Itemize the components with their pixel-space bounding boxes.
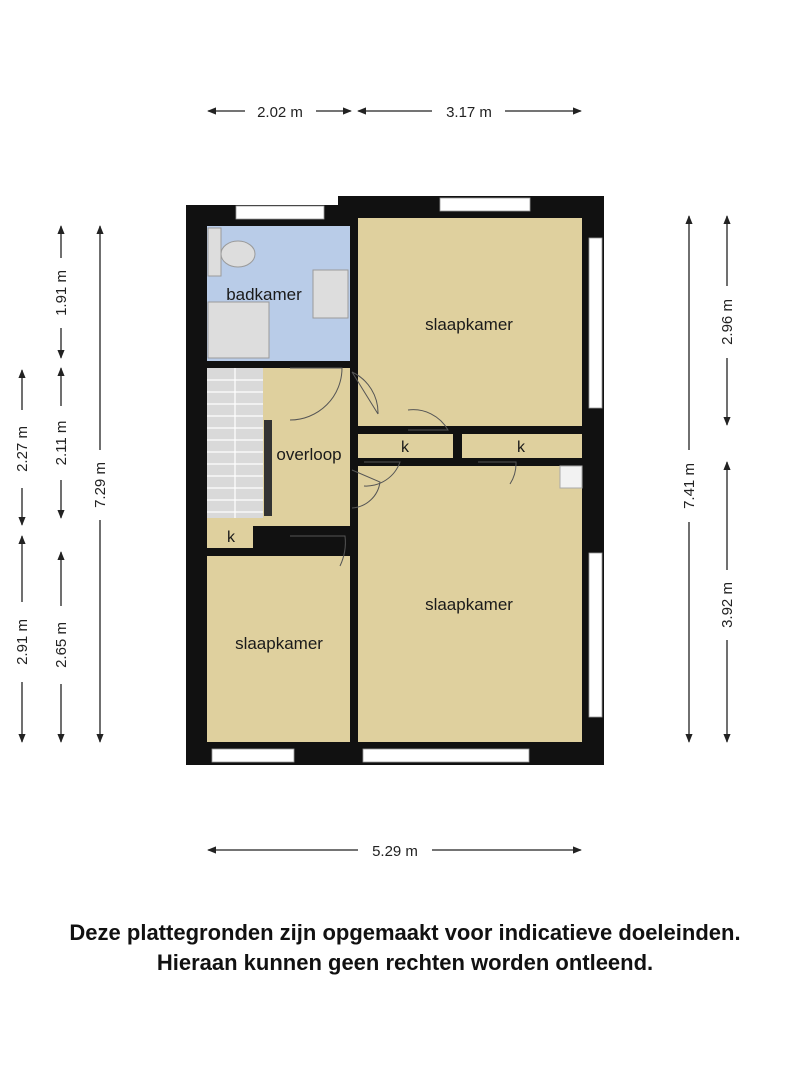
room-label-bedroom-bottom-left: slaapkamer bbox=[235, 634, 323, 653]
room-label-bathroom: badkamer bbox=[226, 285, 302, 304]
window bbox=[440, 198, 530, 211]
staircase bbox=[207, 368, 272, 518]
window bbox=[589, 238, 602, 408]
dim-label-bottom: 5.29 m bbox=[372, 843, 418, 860]
dim-label-right-bottom: 3.92 m bbox=[719, 582, 736, 628]
toilet-bowl bbox=[221, 241, 255, 267]
window bbox=[236, 206, 324, 219]
toilet-tank bbox=[208, 228, 221, 276]
disclaimer-line-1: Deze plattegronden zijn opgemaakt voor indicatieve doeleinden. bbox=[69, 920, 741, 945]
closet-label-2: k bbox=[517, 439, 525, 456]
washbasin bbox=[313, 270, 348, 318]
shower-tray bbox=[208, 302, 269, 358]
dim-label-right-total: 7.41 m bbox=[681, 463, 698, 509]
closet-label-1: k bbox=[401, 439, 409, 456]
dim-label-top-left: 2.02 m bbox=[257, 104, 303, 121]
stair-railing bbox=[264, 420, 272, 516]
dim-label-left-middle-mid: 2.11 m bbox=[53, 420, 70, 466]
dim-label-right-top: 2.96 m bbox=[719, 299, 736, 345]
closet-label-3: k bbox=[227, 529, 235, 546]
disclaimer-line-2: Hieraan kunnen geen rechten worden ontleend. bbox=[156, 950, 654, 975]
dim-label-left-outer-top: 2.27 m bbox=[14, 426, 31, 472]
window bbox=[212, 749, 294, 762]
window bbox=[363, 749, 529, 762]
room-label-bedroom-top-right: slaapkamer bbox=[425, 315, 513, 334]
chimney-box bbox=[560, 466, 582, 488]
dim-label-left-outer-bottom: 2.91 m bbox=[14, 619, 31, 665]
window bbox=[589, 553, 602, 717]
room-label-landing: overloop bbox=[276, 445, 342, 464]
dim-label-left-middle-bottom: 2.65 m bbox=[53, 622, 70, 668]
dim-label-left-middle-top: 1.91 m bbox=[53, 270, 70, 316]
disclaimer bbox=[0, 918, 810, 978]
room-label-bedroom-bottom-right: slaapkamer bbox=[425, 595, 513, 614]
dim-label-left-total: 7.29 m bbox=[92, 462, 109, 508]
dim-label-top-right: 3.17 m bbox=[446, 104, 492, 121]
